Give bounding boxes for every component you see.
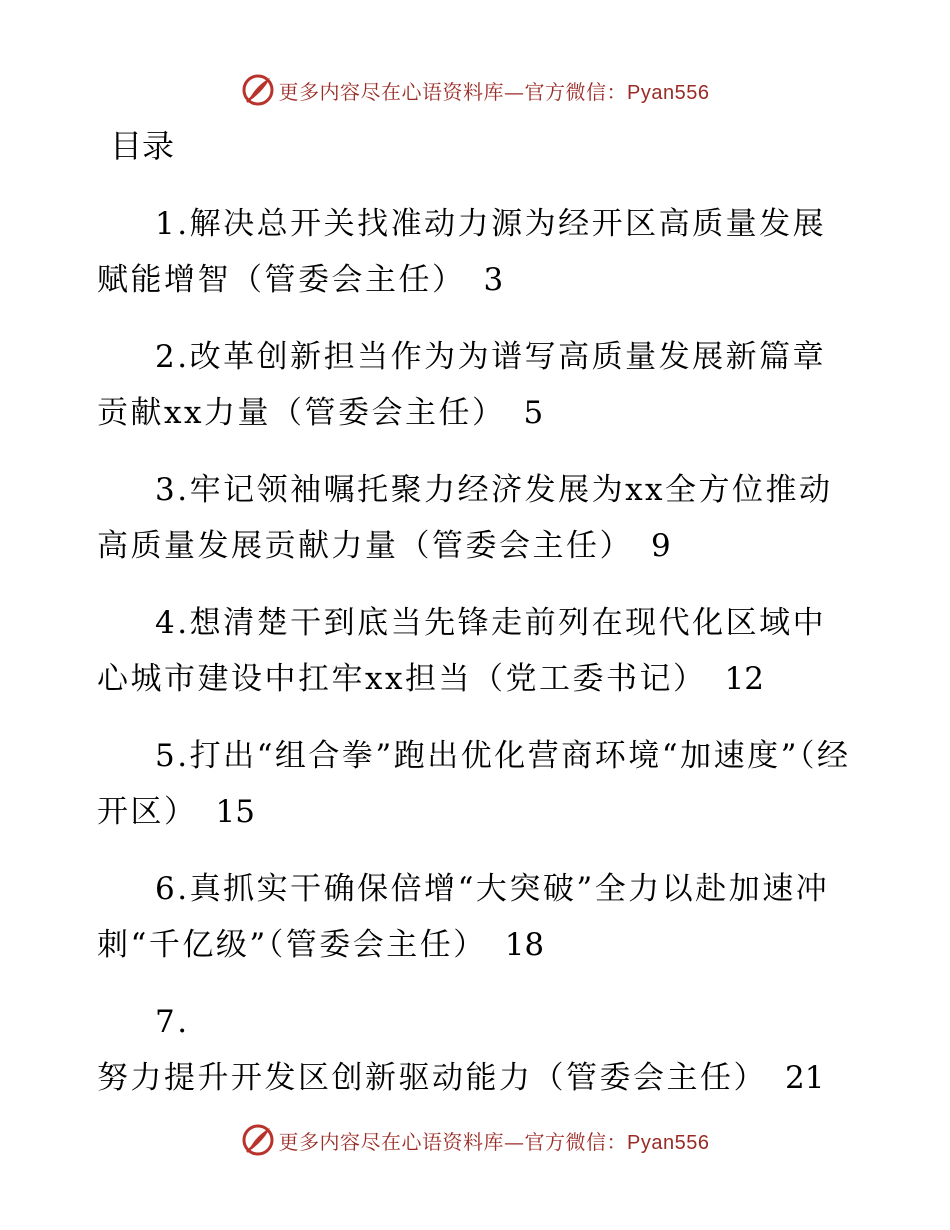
- toc-item-text: 真抓实干确保倍增“大突破”全力以赴加速冲刺“千亿级”（管委会主任）: [97, 871, 830, 963]
- banner-slogan: 更多内容尽在心语资料库: [278, 79, 505, 104]
- toc-item-page: 18: [504, 927, 545, 963]
- toc-item-number: 6.: [155, 871, 190, 907]
- toc-item-number: 7.: [155, 1004, 190, 1040]
- quill-logo-icon: [241, 1123, 275, 1157]
- footer-banner-content: [241, 1123, 710, 1157]
- header-banner-text: [279, 76, 710, 105]
- banner-wechat-label: 官方微信：: [524, 79, 628, 104]
- toc-item-page: 12: [724, 661, 764, 697]
- toc-item-number: 5.: [155, 738, 190, 774]
- toc-item-2[interactable]: [97, 329, 857, 441]
- quill-logo-icon: [241, 73, 275, 107]
- toc-item-page: 3: [483, 262, 504, 298]
- toc-item-page: 9: [651, 528, 671, 564]
- toc-item-1[interactable]: [97, 196, 857, 308]
- banner-slogan: 更多内容尽在心语资料库: [278, 1129, 505, 1154]
- toc-item-number: 1.: [155, 206, 190, 242]
- toc-item-5[interactable]: [97, 728, 857, 840]
- banner-separator: —: [504, 1129, 525, 1154]
- toc-item-text: 解决总开关找准动力源为经开区高质量发展赋能增智（管委会主任）: [97, 206, 827, 298]
- toc-item-text: 打出“组合拳”跑出优化营商环境“加速度”（经开区）: [97, 738, 851, 830]
- banner-wechat-account: Pyan556: [627, 81, 710, 104]
- toc-item-number: 4.: [155, 605, 190, 641]
- header-banner-content: [241, 73, 710, 107]
- toc-item-text: 改革创新担当作为为谱写高质量发展新篇章贡献xx力量（管委会主任）: [97, 339, 827, 431]
- banner-wechat-label: 官方微信：: [524, 1129, 628, 1154]
- toc-list: [97, 196, 857, 1127]
- header-banner: [0, 70, 950, 110]
- toc-item-number: 3.: [155, 472, 190, 508]
- footer-banner: [0, 1120, 950, 1160]
- toc-item-3[interactable]: [97, 462, 857, 574]
- toc-item-number: 2.: [155, 339, 190, 375]
- toc-item-text: 想清楚干到底当先锋走前列在现代化区域中心城市建设中扛牢xx担当（党工委书记）: [97, 605, 827, 697]
- footer-banner-text: [279, 1126, 710, 1155]
- toc-item-page: 15: [215, 794, 255, 830]
- toc-item-7[interactable]: [97, 994, 857, 1106]
- banner-wechat-account: Pyan556: [627, 1131, 710, 1154]
- toc-item-4[interactable]: [97, 595, 857, 707]
- toc-item-text: 努力提升开发区创新驱动能力（管委会主任）: [97, 1060, 767, 1096]
- toc-item-page: 21: [785, 1060, 825, 1096]
- banner-separator: —: [504, 79, 525, 104]
- toc-item-page: 5: [523, 395, 544, 431]
- toc-item-text: 牢记领袖嘱托聚力经济发展为xx全方位推动高质量发展贡献力量（管委会主任）: [97, 472, 833, 564]
- toc-item-6[interactable]: [97, 861, 857, 973]
- toc-title: 目录: [110, 127, 175, 165]
